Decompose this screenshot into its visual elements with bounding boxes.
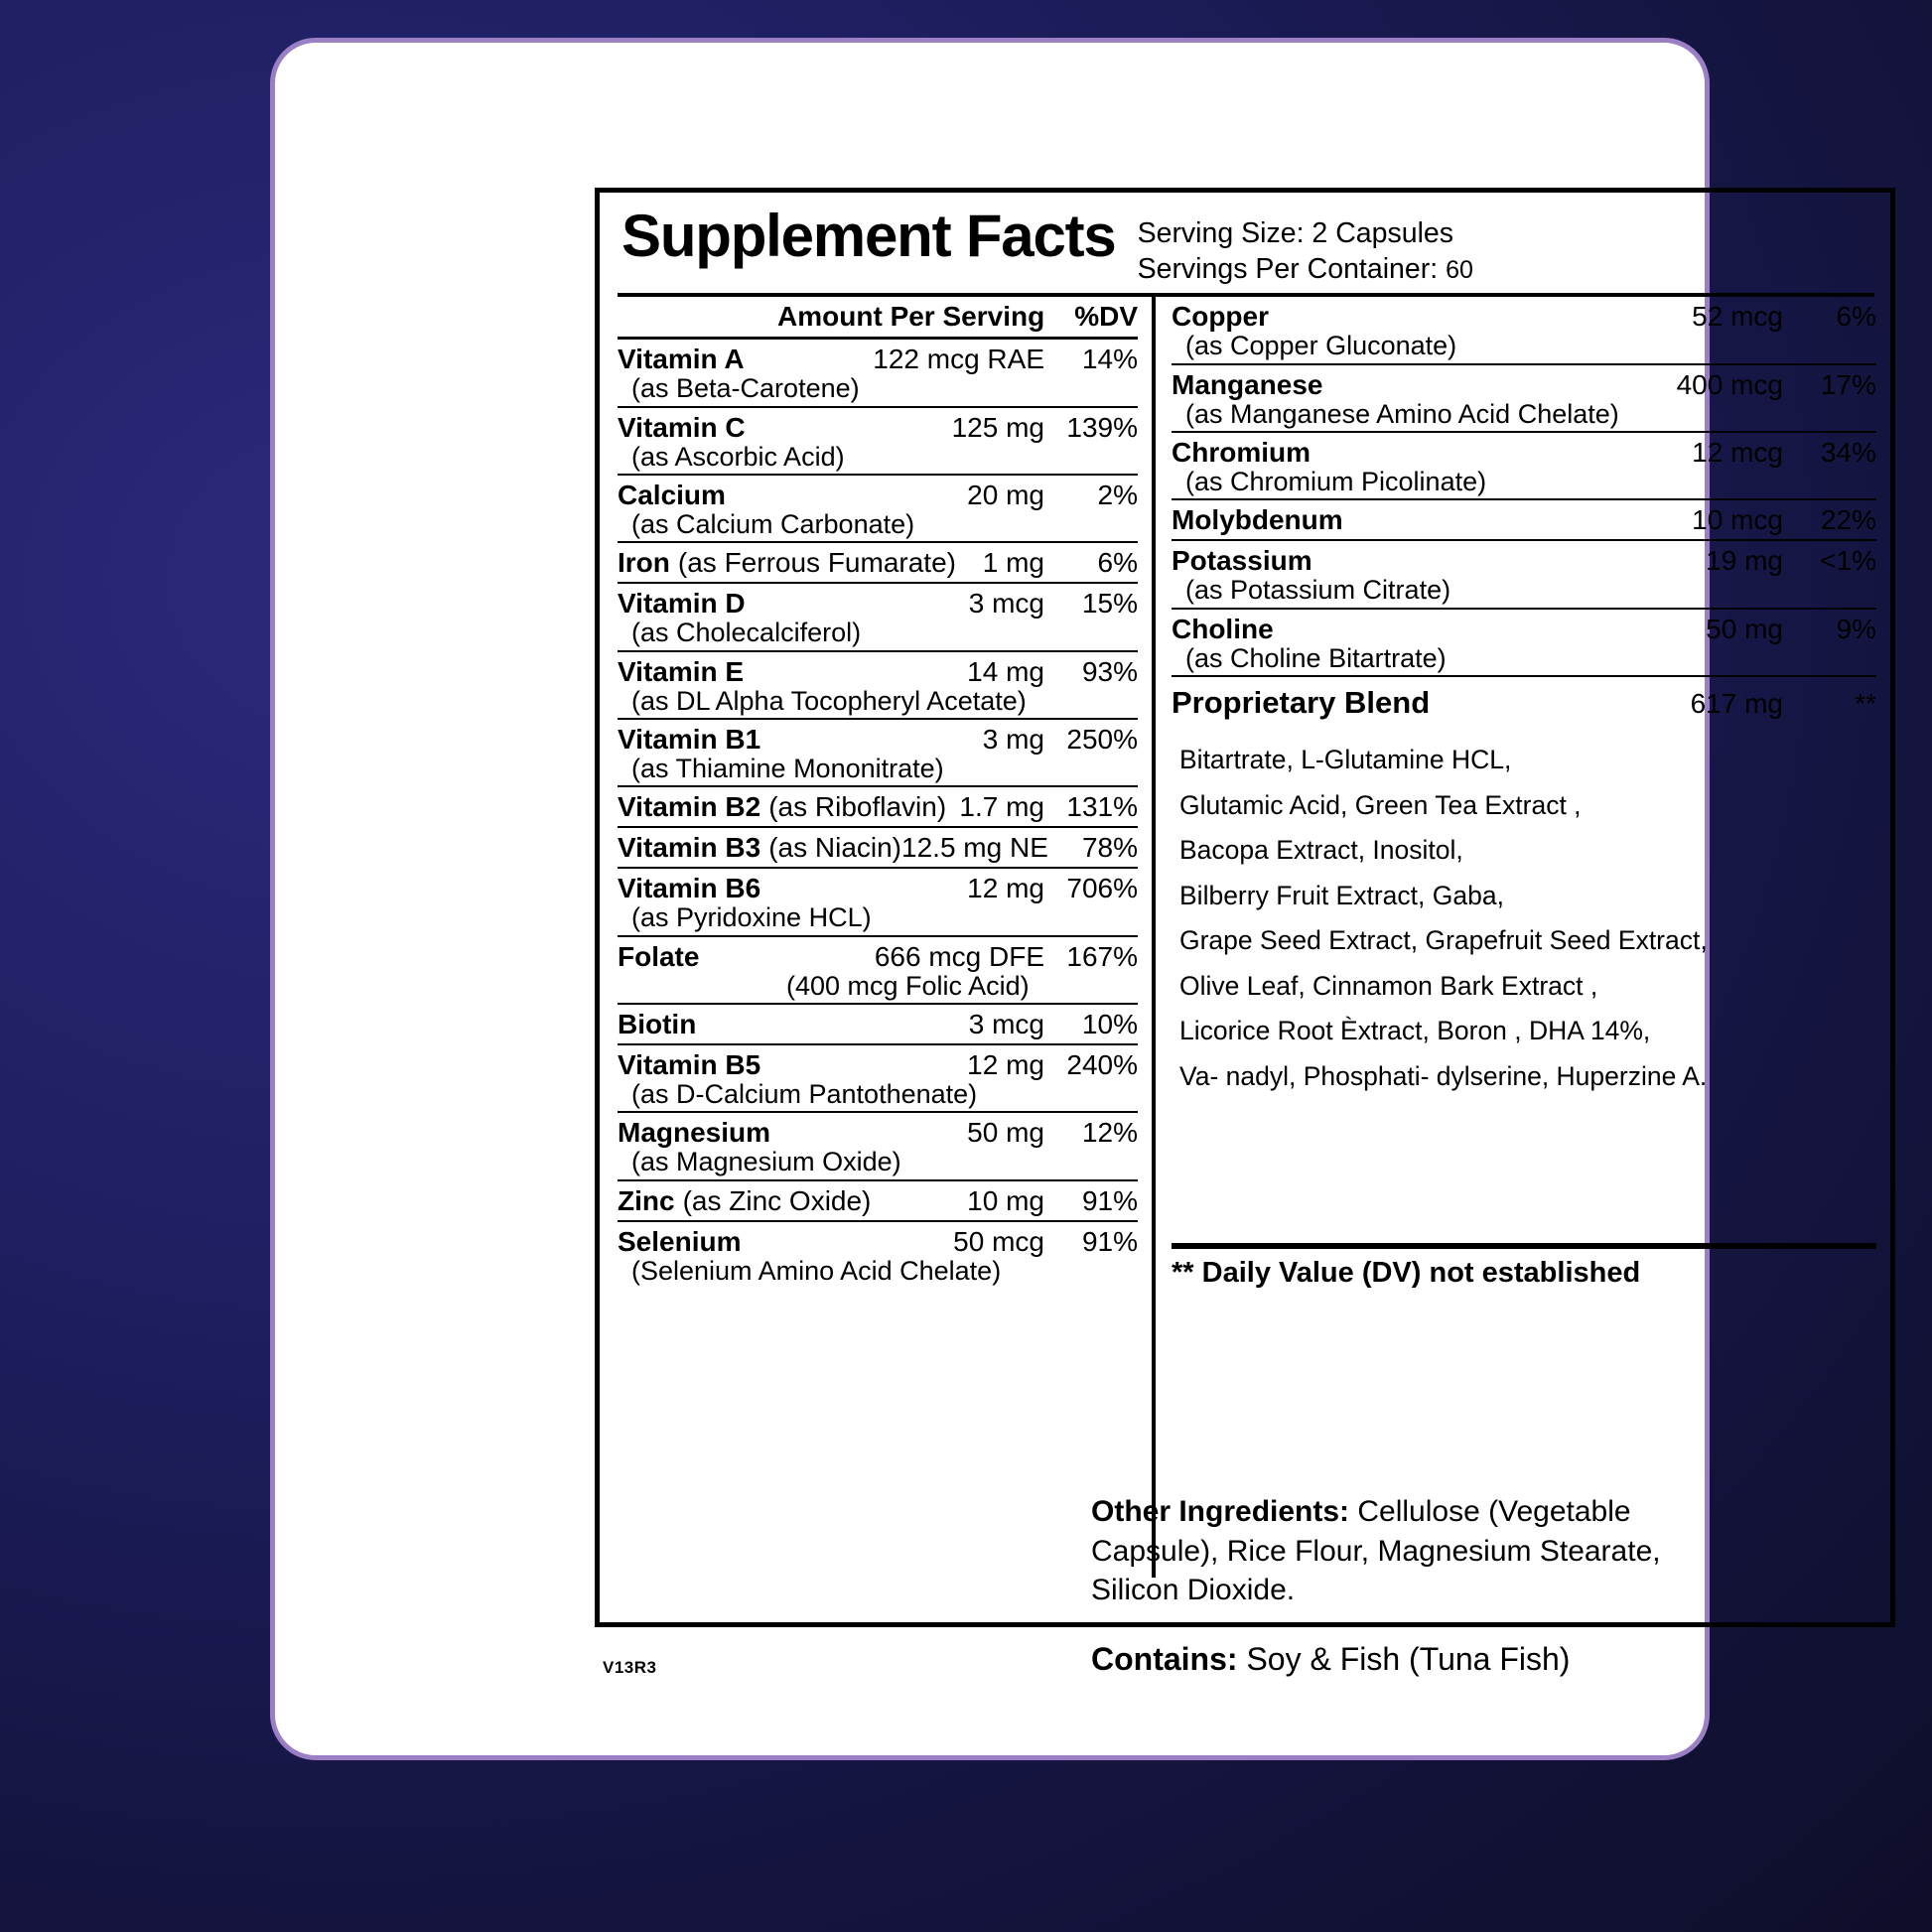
serving-info: [1138, 216, 1473, 287]
panel-header: [600, 193, 1890, 287]
nutrient-columns: [600, 297, 1890, 1578]
nutrient-amount: 3 mg: [982, 723, 1044, 755]
nutrient-name: Potassium: [1172, 545, 1312, 577]
nutrient-amount: 1.7 mg: [959, 791, 1044, 823]
nutrient-name: Proprietary Blend: [1172, 684, 1431, 720]
nutrient-row: [618, 1045, 1138, 1113]
amount-per-serving-header-row: [618, 297, 1138, 340]
nutrient-amount: 3 mcg: [968, 1009, 1044, 1039]
nutrient-source-inline: (as Riboflavin): [768, 791, 947, 823]
nutrient-row: [618, 787, 1138, 828]
nutrient-amount: 12.5 mg NE: [901, 832, 1048, 864]
nutrient-dv: 240%: [1066, 1049, 1138, 1080]
nutrient-dv: 22%: [1820, 504, 1876, 536]
nutrient-source-inline: (as Ferrous Fumarate): [677, 547, 956, 579]
nutrient-dv: 91%: [1081, 1225, 1138, 1257]
nutrient-name: Vitamin E: [618, 655, 745, 687]
nutrient-name: Folate: [618, 940, 700, 972]
nutrient-row: [1172, 500, 1876, 541]
nutrient-amount: 666 mcg DFE: [874, 940, 1044, 972]
nutrient-name: Vitamin C: [618, 411, 746, 443]
nutrient-dv: <1%: [1820, 545, 1876, 577]
nutrient-dv: 91%: [1081, 1184, 1138, 1216]
nutrient-name: Selenium: [618, 1225, 742, 1257]
nutrient-dv: 93%: [1081, 655, 1138, 687]
nutrient-source: (as Choline Bitartrate): [1185, 642, 1447, 673]
nutrient-amount: 400 mcg: [1676, 368, 1783, 400]
right-nutrient-column: [1156, 297, 1890, 1578]
nutrient-row: [618, 1222, 1138, 1288]
nutrient-row: [618, 1181, 1138, 1222]
other-ingredients: [1091, 1492, 1726, 1610]
nutrient-name: Vitamin B6: [618, 873, 761, 904]
nutrient-source: (as Chromium Picolinate): [1185, 466, 1487, 496]
servings-per-container-line: [1138, 252, 1473, 288]
supplement-facts-panel: [595, 188, 1895, 1627]
nutrient-row: [1172, 297, 1876, 364]
nutrient-row: [618, 584, 1138, 651]
nutrient-row: [618, 720, 1138, 787]
nutrient-row: [618, 1113, 1138, 1180]
proprietary-blend-row: [1172, 677, 1876, 724]
nutrient-row: [1172, 541, 1876, 609]
nutrient-amount: 19 mg: [1706, 545, 1783, 577]
nutrient-source: (as Thiamine Mononitrate): [631, 753, 944, 783]
nutrient-amount: 14 mg: [967, 655, 1044, 687]
nutrient-source: (as Cholecalciferol): [631, 618, 862, 648]
nutrient-dv: 139%: [1066, 411, 1138, 443]
other-ingredients-text: Cellulose (Vegetable Capsule), Rice Flour, Magnesium Stearate, Silicon Dioxide.: [1091, 1495, 1661, 1607]
nutrient-source: (Selenium Amino Acid Chelate): [631, 1255, 1002, 1286]
nutrient-row: [618, 652, 1138, 720]
nutrient-dv: 34%: [1820, 436, 1876, 468]
nutrient-dv: **: [1855, 687, 1876, 719]
nutrient-dv: 131%: [1066, 791, 1138, 823]
nutrient-dv: 167%: [1066, 940, 1138, 972]
nutrient-dv: 14%: [1081, 344, 1138, 375]
nutrient-row: [618, 869, 1138, 936]
nutrient-dv: 9%: [1836, 613, 1876, 644]
nutrient-name: Vitamin B2: [618, 791, 761, 823]
nutrient-dv: 250%: [1066, 723, 1138, 755]
nutrient-row: [618, 543, 1138, 584]
nutrient-name: Vitamin A: [618, 344, 745, 375]
serving-size-line: [1138, 216, 1473, 252]
nutrient-source: (as DL Alpha Tocopheryl Acetate): [631, 685, 1027, 716]
blend-line: Grape Seed Extract, Grapefruit Seed Extract,: [1179, 925, 1708, 956]
nutrient-dv: 706%: [1066, 873, 1138, 904]
nutrient-name: Choline: [1172, 613, 1274, 644]
serving-size-label: Serving Size:: [1137, 217, 1305, 249]
nutrient-source: (as Ascorbic Acid): [631, 441, 845, 472]
version-code: V13R3: [603, 1658, 657, 1677]
contains-label: Contains:: [1091, 1641, 1238, 1677]
nutrient-amount: 125 mg: [951, 411, 1044, 443]
nutrient-amount: 1 mg: [982, 547, 1044, 579]
nutrient-amount: 12 mg: [967, 1049, 1044, 1080]
panel-title: Supplement Facts: [621, 203, 1116, 269]
dv-not-established-note: ** Daily Value (DV) not established: [1172, 1256, 1641, 1289]
amount-per-serving-label: Amount Per Serving: [777, 301, 1045, 333]
nutrient-amount: 10 mcg: [1692, 504, 1783, 536]
blend-line: Licorice Root Èxtract, Boron , DHA 14%,: [1179, 1016, 1651, 1046]
nutrient-source: (as Magnesium Oxide): [631, 1147, 901, 1177]
nutrient-source-inline: (as Niacin): [768, 832, 902, 864]
nutrient-amount: 50 mg: [967, 1117, 1044, 1149]
serving-size-value: 2 Capsules: [1311, 217, 1454, 249]
nutrient-name: Molybdenum: [1172, 504, 1343, 536]
nutrient-row: [618, 1005, 1138, 1045]
nutrient-row: [618, 340, 1138, 407]
nutrient-source: (as Copper Gluconate): [1185, 331, 1457, 361]
nutrient-dv: 17%: [1820, 368, 1876, 400]
nutrient-row: [618, 937, 1138, 1005]
nutrient-row: [618, 828, 1138, 869]
blend-line: Bitartrate, L-Glutamine HCL,: [1179, 744, 1512, 774]
nutrient-dv: 6%: [1836, 301, 1876, 333]
nutrient-amount: 12 mg: [967, 873, 1044, 904]
nutrient-amount: 12 mcg: [1692, 436, 1783, 468]
dv-label: %DV: [1074, 301, 1138, 333]
nutrient-source: (as D-Calcium Pantothenate): [631, 1079, 978, 1109]
nutrient-amount: 20 mg: [967, 479, 1044, 510]
nutrient-name: Vitamin B3: [618, 832, 761, 864]
contains-text: Soy & Fish (Tuna Fish): [1246, 1641, 1571, 1677]
nutrient-amount: 52 mcg: [1692, 301, 1783, 333]
nutrient-name: Vitamin D: [618, 588, 746, 620]
nutrient-name: Vitamin B5: [618, 1049, 761, 1080]
nutrient-amount: 617 mg: [1690, 687, 1783, 719]
nutrient-source: (as Potassium Citrate): [1185, 575, 1451, 606]
nutrient-row: [618, 408, 1138, 476]
nutrient-amount: 3 mcg: [968, 588, 1044, 620]
nutrient-name: Zinc: [618, 1184, 675, 1216]
nutrient-amount: 50 mg: [1706, 613, 1783, 644]
blend-line: Va- nadyl, Phosphati- dylserine, Huperzine A.: [1179, 1061, 1708, 1092]
nutrient-amount: 50 mcg: [953, 1225, 1044, 1257]
servings-per-container-label: Servings Per Container:: [1137, 252, 1439, 285]
blend-line: Glutamic Acid, Green Tea Extract ,: [1179, 789, 1582, 820]
nutrient-dv: 12%: [1081, 1117, 1138, 1149]
servings-per-container-value: 60: [1446, 255, 1473, 284]
nutrient-dv: 6%: [1097, 547, 1138, 579]
nutrient-source: (as Manganese Amino Acid Chelate): [1185, 398, 1619, 429]
nutrient-dv: 15%: [1081, 588, 1138, 620]
nutrient-amount: 10 mg: [967, 1184, 1044, 1216]
contains-statement: [1091, 1639, 1726, 1681]
other-ingredients-label: Other Ingredients:: [1091, 1495, 1350, 1528]
nutrient-name: Calcium: [618, 479, 726, 510]
nutrient-dv: 10%: [1081, 1009, 1138, 1039]
nutrient-name: Magnesium: [618, 1117, 771, 1149]
supplement-label-card: [270, 38, 1876, 1760]
nutrient-source-inline: (as Zinc Oxide): [682, 1184, 872, 1216]
nutrient-source: (as Pyridoxine HCL): [631, 902, 872, 933]
blend-line: Bacopa Extract, Inositol,: [1179, 835, 1463, 866]
nutrient-source: (400 mcg Folic Acid): [786, 970, 1030, 1001]
nutrient-name: Manganese: [1172, 368, 1323, 400]
nutrient-name: Chromium: [1172, 436, 1311, 468]
blend-line: Olive Leaf, Cinnamon Bark Extract ,: [1179, 970, 1598, 1001]
nutrient-row: [1172, 433, 1876, 500]
nutrient-row: [1172, 365, 1876, 433]
proprietary-blend-ingredients: [1172, 724, 1876, 1100]
nutrient-amount: 122 mcg RAE: [873, 344, 1044, 375]
nutrient-name: Iron: [618, 547, 670, 579]
nutrient-row: [1172, 610, 1876, 677]
nutrient-dv: 2%: [1097, 479, 1138, 510]
nutrient-source: (as Calcium Carbonate): [631, 508, 915, 539]
left-nutrient-column: [600, 297, 1156, 1578]
nutrient-dv: 78%: [1081, 832, 1138, 864]
nutrient-name: Copper: [1172, 301, 1269, 333]
blend-line: Bilberry Fruit Extract, Gaba,: [1179, 880, 1504, 910]
nutrient-row: [618, 476, 1138, 543]
nutrient-name: Vitamin B1: [618, 723, 761, 755]
nutrient-source: (as Beta-Carotene): [631, 373, 860, 404]
nutrient-name: Biotin: [618, 1009, 697, 1039]
